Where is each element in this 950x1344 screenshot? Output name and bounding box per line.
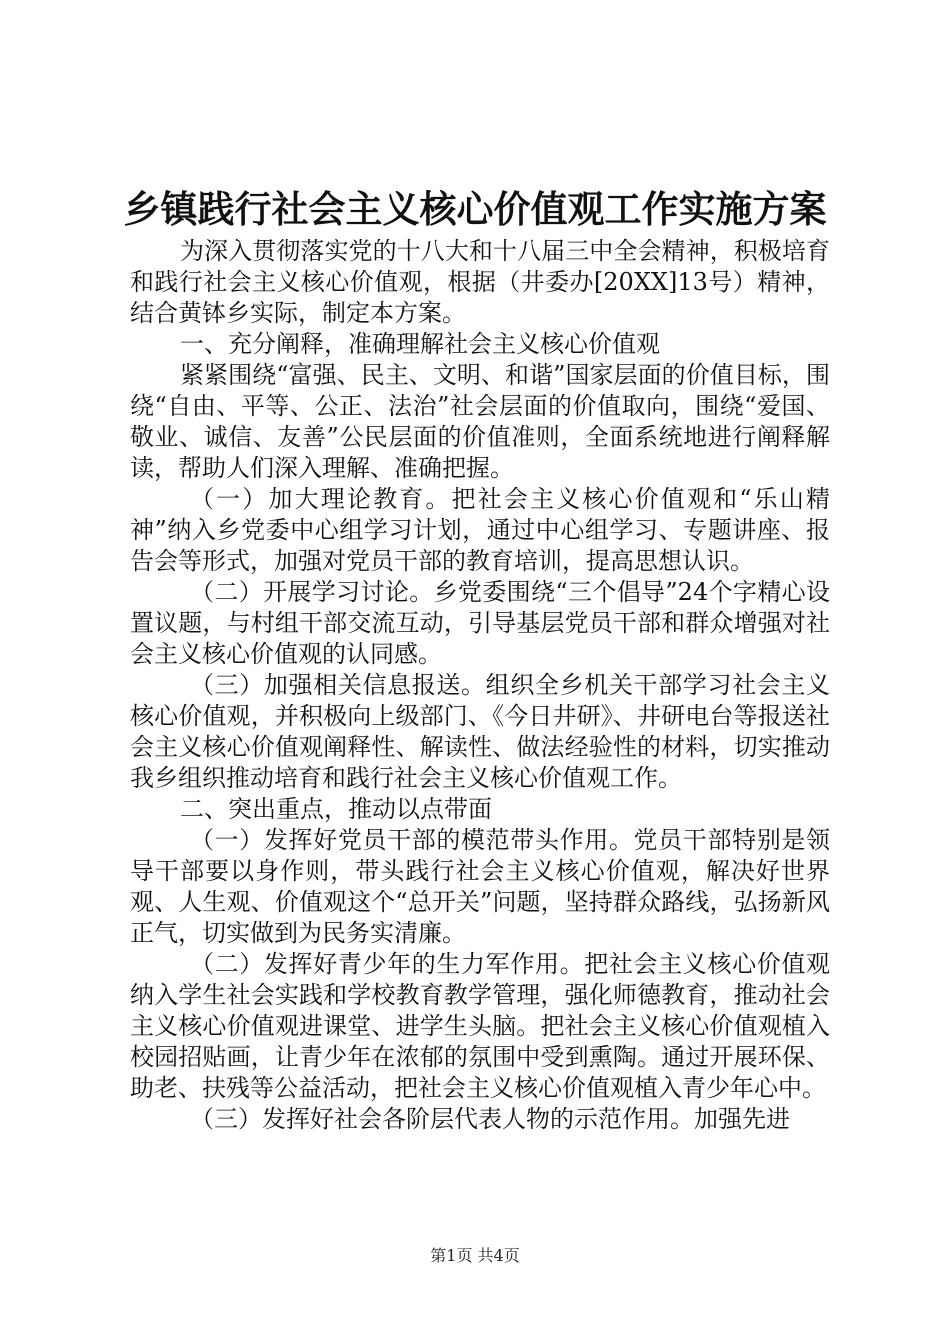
section-heading: 一、充分阐释，准确理解社会主义核心价值观 — [180, 330, 660, 358]
paragraph: （二）发挥好青少年的生力军作用。把社会主义核心价值观纳入学生社会实践和学校教育教学管理，强化师德教育，推动社会主义核心价值观进课堂、进学生头脑。把社会主义核心价值观植入校园招贴画，让青少年在浓郁的氛围中受到熏陶。通过开展环保、助老、扶残等公益活动，把社会主义核心价值观植入青少年心中。 — [130, 950, 830, 1102]
paragraph: 紧紧围绕“富强、民主、文明、和谐”国家层面的价值目标，围绕“自由、平等、公正、法治”社会层面的价值取向，围绕“爱国、敬业、诚信、友善”公民层面的价值准则，全面系统地进行阐释解读，帮助人们深入理解、准确把握。 — [130, 361, 830, 482]
section-heading: 二、突出重点，推动以点带面 — [180, 795, 492, 823]
paragraph: （一）加大理论教育。把社会主义核心价值观和“乐山精神”纳入乡党委中心组学习计划，通过中心组学习、专题讲座、报告会等形式，加强对党员干部的教育培训，提高思想认识。 — [130, 485, 830, 575]
paragraph: （三）发挥好社会各阶层代表人物的示范作用。加强先进 — [190, 1105, 790, 1133]
document-body — [130, 236, 830, 1135]
document-title: 乡镇践行社会主义核心价值观工作实施方案 — [123, 187, 827, 231]
paragraph: （三）加强相关信息报送。组织全乡机关干部学习社会主义核心价值观，并积极向上级部门、《今日井研》、井研电台等报送社会主义核心价值观阐释性、解读性、做法经验性的材料，切实推动我乡组织推动培育和践行社会主义核心价值观工作。 — [130, 671, 830, 792]
paragraph: （一）发挥好党员干部的模范带头作用。党员干部特别是领导干部要以身作则，带头践行社会主义核心价值观，解决好世界观、人生观、价值观这个“总开关”问题，坚持群众路线，弘扬新风正气，切实做到为民务实清廉。 — [130, 826, 830, 947]
paragraph: 为深入贯彻落实党的十八大和十八届三中全会精神，积极培育和践行社会主义核心价值观，根据（井委办[20XX]13号）精神，结合黄钵乡实际，制定本方案。 — [130, 237, 830, 327]
page-number: 第1页 共4页 — [430, 1246, 520, 1265]
paragraph: （二）开展学习讨论。乡党委围绕“三个倡导”24个字精心设置议题，与村组干部交流互动，引导基层党员干部和群众增强对社会主义核心价值观的认同感。 — [130, 578, 830, 668]
